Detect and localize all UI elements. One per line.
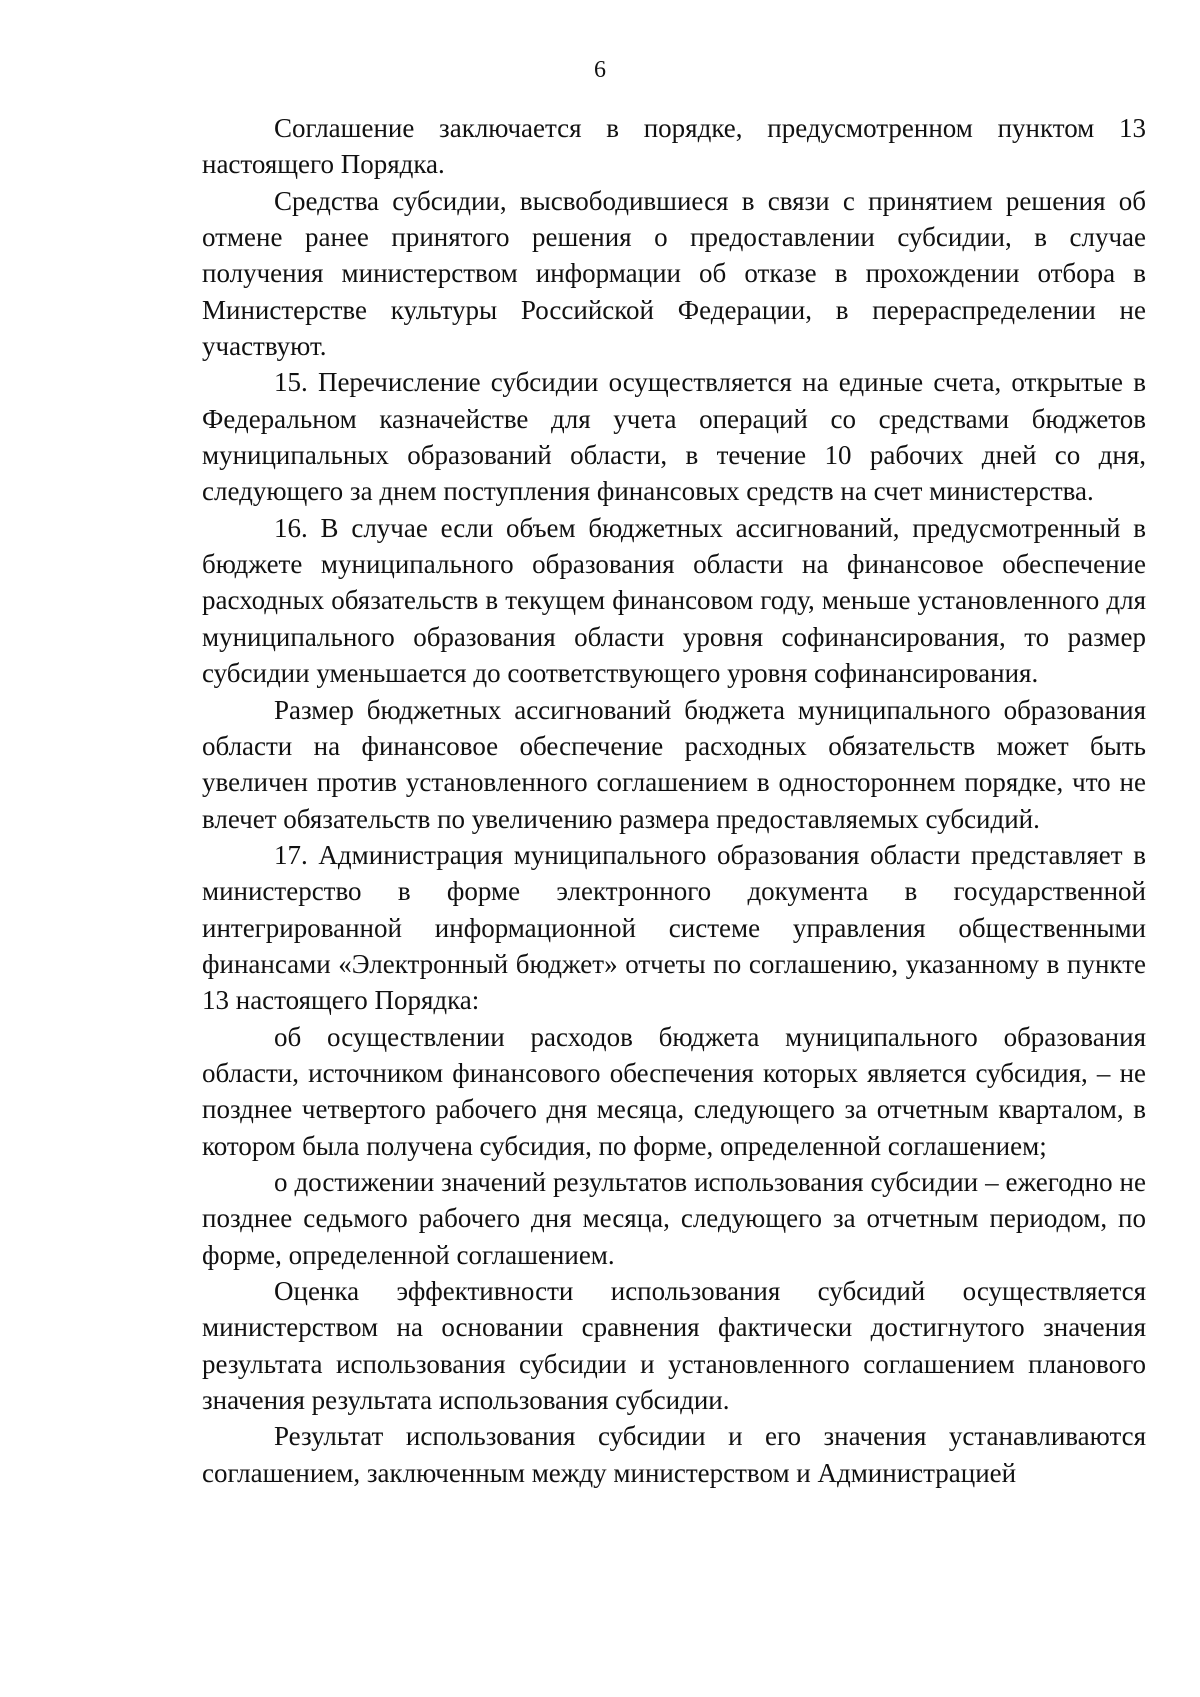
paragraph-item-15: 15. Перечисление субсидии осуществляется на единые счета, открытые в Федеральном казначействе для учета операций со средствами бюджетов муниципальных образований области, в течение 10 рабочих дней со дня, следующего за днем поступления финансовых средств на счет министерства. — [202, 367, 1146, 507]
document-body — [202, 110, 1146, 1491]
paragraph-budget-allocation: Размер бюджетных ассигнований бюджета муниципального образования области на финансовое обеспечение расходных обязательств может быть увеличен против установленного соглашением в одностороннем порядке, что не влечет обязательств по увеличению размера предоставляемых субсидий. — [202, 694, 1146, 834]
paragraph-released-funds: Средства субсидии, высвободившиеся в связи с принятием решения об отмене ранее принятого решения о предоставлении субсидии, в случае получения министерством информации об отказе в прохождении отбора в Министерстве культуры Российской Федерации, в перераспределении не участвуют. — [202, 185, 1146, 362]
paragraph-item-16: 16. В случае если объем бюджетных ассигнований, предусмотренный в бюджете муниципального образования области на финансовое обеспечение расходных обязательств в текущем финансовом году, меньше установленного для муниципального образования области уровня софинансирования, то размер субсидии уменьшается до соответствующего уровня софинансирования. — [202, 512, 1146, 689]
page-number: 6 — [594, 57, 606, 83]
paragraph-item-17: 17. Администрация муниципального образования области представляет в министерство в форме электронного документа в государственной интегрированной информационной системе управления общественными финансами «Электронный бюджет» отчеты по соглашению, указанному в пункте 13 настоящего Порядка: — [202, 839, 1146, 1016]
paragraph-efficiency-assessment: Оценка эффективности использования субсидий осуществляется министерством на основании сравнения фактически достигнутого значения результата использования субсидии и установленного соглашением планового значения результата использования субсидии. — [202, 1276, 1146, 1416]
paragraph-result-values: Результат использования субсидии и его значения устанавливаются соглашением, заключенным между министерством и Администрацией — [202, 1421, 1146, 1488]
paragraph-results-report: о достижении значений результатов использования субсидии – ежегодно не позднее седьмого рабочего дня месяца, следующего за отчетным периодом, по форме, определенной соглашением. — [202, 1166, 1146, 1270]
paragraph-expenses-report: об осуществлении расходов бюджета муниципального образования области, источником финансового обеспечения которых является субсидия, – не позднее четвертого рабочего дня месяца, следующего за отчетным кварталом, в котором была получена субсидия, по форме, определенной соглашением; — [202, 1021, 1146, 1161]
paragraph-agreement-procedure: Соглашение заключается в порядке, предусмотренном пунктом 13 настоящего Порядка. — [202, 113, 1146, 180]
